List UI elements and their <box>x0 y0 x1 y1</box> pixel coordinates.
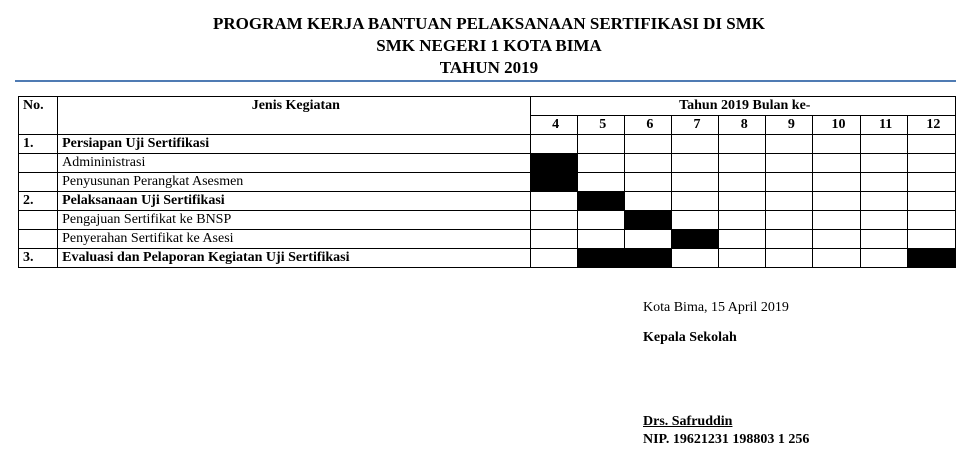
schedule-cell <box>530 249 577 268</box>
schedule-cell <box>813 173 860 192</box>
schedule-cell <box>766 249 813 268</box>
table-row <box>19 249 956 268</box>
row-number <box>19 230 58 249</box>
schedule-cell <box>577 211 624 230</box>
schedule-cell <box>813 230 860 249</box>
schedule-cell <box>577 154 624 173</box>
activity-name: Penyusunan Perangkat Asesmen <box>58 173 530 192</box>
header-month: 5 <box>577 116 624 135</box>
schedule-cell <box>624 173 671 192</box>
header-row-top <box>19 97 956 116</box>
schedule-cell <box>766 230 813 249</box>
schedule-cell <box>719 135 766 154</box>
header-jenis-kegiatan: Jenis Kegiatan <box>58 97 530 135</box>
table-row <box>19 192 956 211</box>
schedule-cell <box>907 230 955 249</box>
row-number: 3. <box>19 249 58 268</box>
schedule-cell <box>766 154 813 173</box>
schedule-cell <box>671 192 718 211</box>
header-month: 7 <box>671 116 718 135</box>
schedule-cell <box>671 135 718 154</box>
table-row <box>19 230 956 249</box>
header-month: 12 <box>907 116 955 135</box>
schedule-cell-filled <box>624 211 671 230</box>
document-title <box>0 13 978 79</box>
schedule-cell-filled <box>530 173 577 192</box>
schedule-cell <box>530 211 577 230</box>
schedule-cell <box>530 135 577 154</box>
schedule-cell <box>860 135 907 154</box>
table-row <box>19 135 956 154</box>
schedule-cell <box>813 211 860 230</box>
schedule-cell <box>577 230 624 249</box>
header-month: 8 <box>719 116 766 135</box>
schedule-cell <box>813 154 860 173</box>
header-tahun: Tahun 2019 Bulan ke- <box>530 97 955 116</box>
schedule-cell <box>530 192 577 211</box>
schedule-body <box>19 135 956 268</box>
schedule-cell <box>671 154 718 173</box>
schedule-cell <box>719 211 766 230</box>
schedule-cell <box>719 192 766 211</box>
table-row <box>19 211 956 230</box>
activity-name: Penyerahan Sertifikat ke Asesi <box>58 230 530 249</box>
schedule-cell-filled <box>577 249 624 268</box>
signature-place-date: Kota Bima, 15 April 2019 <box>643 300 789 315</box>
row-number: 1. <box>19 135 58 154</box>
schedule-cell <box>860 173 907 192</box>
schedule-cell-filled <box>907 249 955 268</box>
schedule-cell <box>530 230 577 249</box>
schedule-cell <box>813 135 860 154</box>
activity-name: Pengajuan Sertifikat ke BNSP <box>58 211 530 230</box>
activity-name: Admininistrasi <box>58 154 530 173</box>
schedule-cell <box>813 249 860 268</box>
schedule-cell <box>624 154 671 173</box>
schedule-cell <box>860 211 907 230</box>
schedule-cell <box>813 192 860 211</box>
header-no: No. <box>19 97 58 135</box>
header-month: 4 <box>530 116 577 135</box>
schedule-table <box>18 96 956 268</box>
signature-nip: NIP. 19621231 198803 1 256 <box>643 432 810 447</box>
schedule-cell-filled <box>577 192 624 211</box>
schedule-cell <box>719 249 766 268</box>
schedule-cell <box>719 230 766 249</box>
schedule-cell <box>624 192 671 211</box>
schedule-cell <box>719 154 766 173</box>
schedule-cell <box>907 135 955 154</box>
activity-name: Pelaksanaan Uji Sertifikasi <box>58 192 530 211</box>
schedule-cell <box>719 173 766 192</box>
header-month: 9 <box>766 116 813 135</box>
schedule-cell-filled <box>671 230 718 249</box>
schedule-cell <box>671 173 718 192</box>
schedule-cell <box>907 173 955 192</box>
title-line-2: SMK NEGERI 1 KOTA BIMA <box>376 36 602 55</box>
schedule-cell <box>860 154 907 173</box>
row-number <box>19 154 58 173</box>
title-line-1: PROGRAM KERJA BANTUAN PELAKSANAAN SERTIFIKASI DI SMK <box>213 14 765 33</box>
schedule-cell <box>671 249 718 268</box>
schedule-cell <box>766 173 813 192</box>
schedule-cell <box>671 211 718 230</box>
header-month: 6 <box>624 116 671 135</box>
signature-role: Kepala Sekolah <box>643 330 737 345</box>
schedule-cell-filled <box>530 154 577 173</box>
schedule-cell <box>766 211 813 230</box>
row-number <box>19 173 58 192</box>
schedule-cell <box>624 135 671 154</box>
schedule-cell <box>766 135 813 154</box>
schedule-cell <box>860 249 907 268</box>
schedule-cell <box>860 192 907 211</box>
activity-name: Persiapan Uji Sertifikasi <box>58 135 530 154</box>
schedule-cell <box>907 192 955 211</box>
header-month: 10 <box>813 116 860 135</box>
row-number: 2. <box>19 192 58 211</box>
row-number <box>19 211 58 230</box>
header-month: 11 <box>860 116 907 135</box>
signature-name: Drs. Safruddin <box>643 414 733 429</box>
schedule-cell <box>577 135 624 154</box>
activity-name: Evaluasi dan Pelaporan Kegiatan Uji Sertifikasi <box>58 249 530 268</box>
table-row <box>19 173 956 192</box>
schedule-cell <box>860 230 907 249</box>
schedule-cell-filled <box>624 249 671 268</box>
schedule-cell <box>577 173 624 192</box>
schedule-cell <box>907 154 955 173</box>
schedule-cell <box>907 211 955 230</box>
table-row <box>19 154 956 173</box>
schedule-cell <box>766 192 813 211</box>
schedule-cell <box>624 230 671 249</box>
title-divider <box>15 80 956 82</box>
title-line-3: TAHUN 2019 <box>439 58 539 77</box>
